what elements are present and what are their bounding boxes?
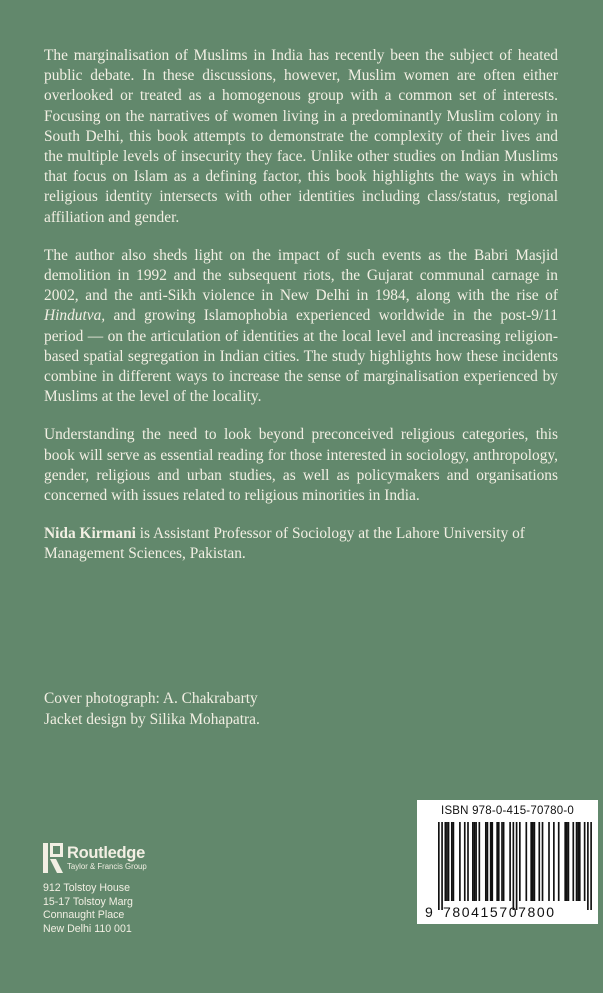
routledge-logo-icon	[43, 843, 63, 873]
barcode-bar	[538, 822, 540, 901]
author-bio	[44, 524, 558, 564]
barcode-bar	[464, 822, 466, 901]
barcode-bar	[479, 822, 481, 901]
barcode-bar	[446, 822, 448, 901]
barcode-bar	[542, 822, 544, 901]
barcode-bar	[509, 822, 511, 901]
blurb-paragraph-2-start: The author also sheds light on the impact of such events as the Babri Masjid demolition in 1992 and the subsequent riots, the Gujarat communal carnage in 2002, and the anti-Sikh violence in New Delhi in 1984, along with the rise of	[44, 246, 558, 305]
barcode-bar	[501, 822, 503, 901]
blurb-paragraph-2-end: and growing Islamophobia experienced worldwide in the post-9/11 period — on the articulation of identities at the local level and increasing religion-based spatial segregation in Indian cities. The study highlights how these incidents combine in different ways to increase the sense of marginalisation experienced by Muslims at the level of the locality.	[44, 307, 558, 406]
isbn-barcode	[417, 800, 598, 924]
barcode-bar	[487, 822, 489, 901]
barcode-bar	[438, 822, 440, 910]
barcode-bar	[459, 822, 461, 901]
barcode-bar	[453, 822, 455, 901]
address-line: Connaught Place	[43, 909, 125, 922]
barcode-bar	[579, 822, 581, 901]
jacket-design-credit: Jacket design by Silika Mohapatra.	[44, 711, 260, 728]
address-line: New Delhi 110 001	[43, 922, 132, 935]
blurb-paragraph-3: Understanding the need to look beyond preconceived religious categories, this book will serve as essential reading for those interested in sociology, anthropology, gender, religious and urban studies, as well as policymakers and organisations concerned with issues related to religious minorities in India.	[44, 426, 558, 505]
blurb-paragraph-2	[44, 246, 558, 408]
barcode-bar	[572, 822, 574, 901]
barcode-bar	[532, 822, 534, 901]
barcode-bar	[474, 822, 476, 901]
address-line: 912 Tolstoy House	[43, 882, 130, 894]
barcode-bar	[472, 822, 474, 901]
barcode-bar	[513, 822, 515, 910]
blurb-paragraph-1: The marginalisation of Muslims in India has recently been the subject of heated public debate. In these discussions, however, Muslim women are often either overlooked or treated as a homogenous group with a common set of interests. Focusing on the narratives of women living in a predominantly Muslim colony in South Delhi, this book attempts to demonstrate the complexity of their lives and the multiple levels of insecurity they face. Unlike other studies on Indian Muslims that focus on Islam as a defining factor, this book highlights the ways in which religious identity intersects with other identities including class/status, regional affiliation and gender.	[44, 47, 558, 226]
barcode-bar	[576, 822, 578, 901]
back-cover-blurb	[44, 46, 558, 565]
barcode-bar	[584, 822, 586, 901]
publisher-address	[43, 882, 147, 936]
barcode-bar	[448, 822, 450, 901]
barcode-bar	[451, 822, 453, 901]
barcode-bar	[519, 822, 521, 901]
cover-photo-credit: Cover photograph: A. Chakrabarty	[44, 690, 258, 707]
publisher-name: Routledge	[67, 844, 145, 863]
author-name: Nida Kirmani	[44, 525, 136, 543]
barcode-bar	[568, 822, 570, 901]
barcode-bar	[558, 822, 560, 901]
publisher-subtitle: Taylor & Francis Group	[67, 861, 147, 871]
credits	[44, 688, 260, 730]
ean-first-digit: 9	[425, 904, 435, 920]
barcode-bar	[498, 822, 500, 901]
barcode-bar	[590, 822, 592, 910]
barcode-bar	[577, 822, 579, 901]
barcode-bar	[444, 822, 446, 901]
author-bio-text: is Assistant Professor of Sociology at the Lahore University of Management Sciences, Pakistan.	[44, 525, 525, 563]
publisher-logo	[43, 843, 147, 873]
barcode-bar	[553, 822, 555, 901]
barcode-bar	[525, 822, 527, 901]
barcode-bar	[530, 822, 532, 901]
barcode-bar	[516, 822, 518, 910]
barcode-bar	[534, 822, 536, 901]
barcode-bar	[467, 822, 469, 901]
publisher-block	[43, 843, 147, 936]
barcode-bar	[564, 822, 566, 901]
barcode-bar	[490, 822, 492, 901]
barcode-bar	[496, 822, 498, 901]
address-line: 15-17 Tolstoy Marg	[43, 895, 133, 908]
isbn-label: ISBN 978-0-415-70780-0	[441, 805, 574, 817]
barcode-bar	[548, 822, 550, 901]
barcode-bar	[587, 822, 589, 910]
ean-digits: 780415707800	[443, 904, 556, 920]
barcode-bar	[503, 822, 505, 901]
hindutva-italic: Hindutva,	[44, 307, 106, 325]
barcode-bar	[475, 822, 477, 901]
barcode-bar	[566, 822, 568, 901]
barcode-bar	[491, 822, 493, 901]
barcode-bar	[485, 822, 487, 901]
barcode-bar	[441, 822, 443, 910]
